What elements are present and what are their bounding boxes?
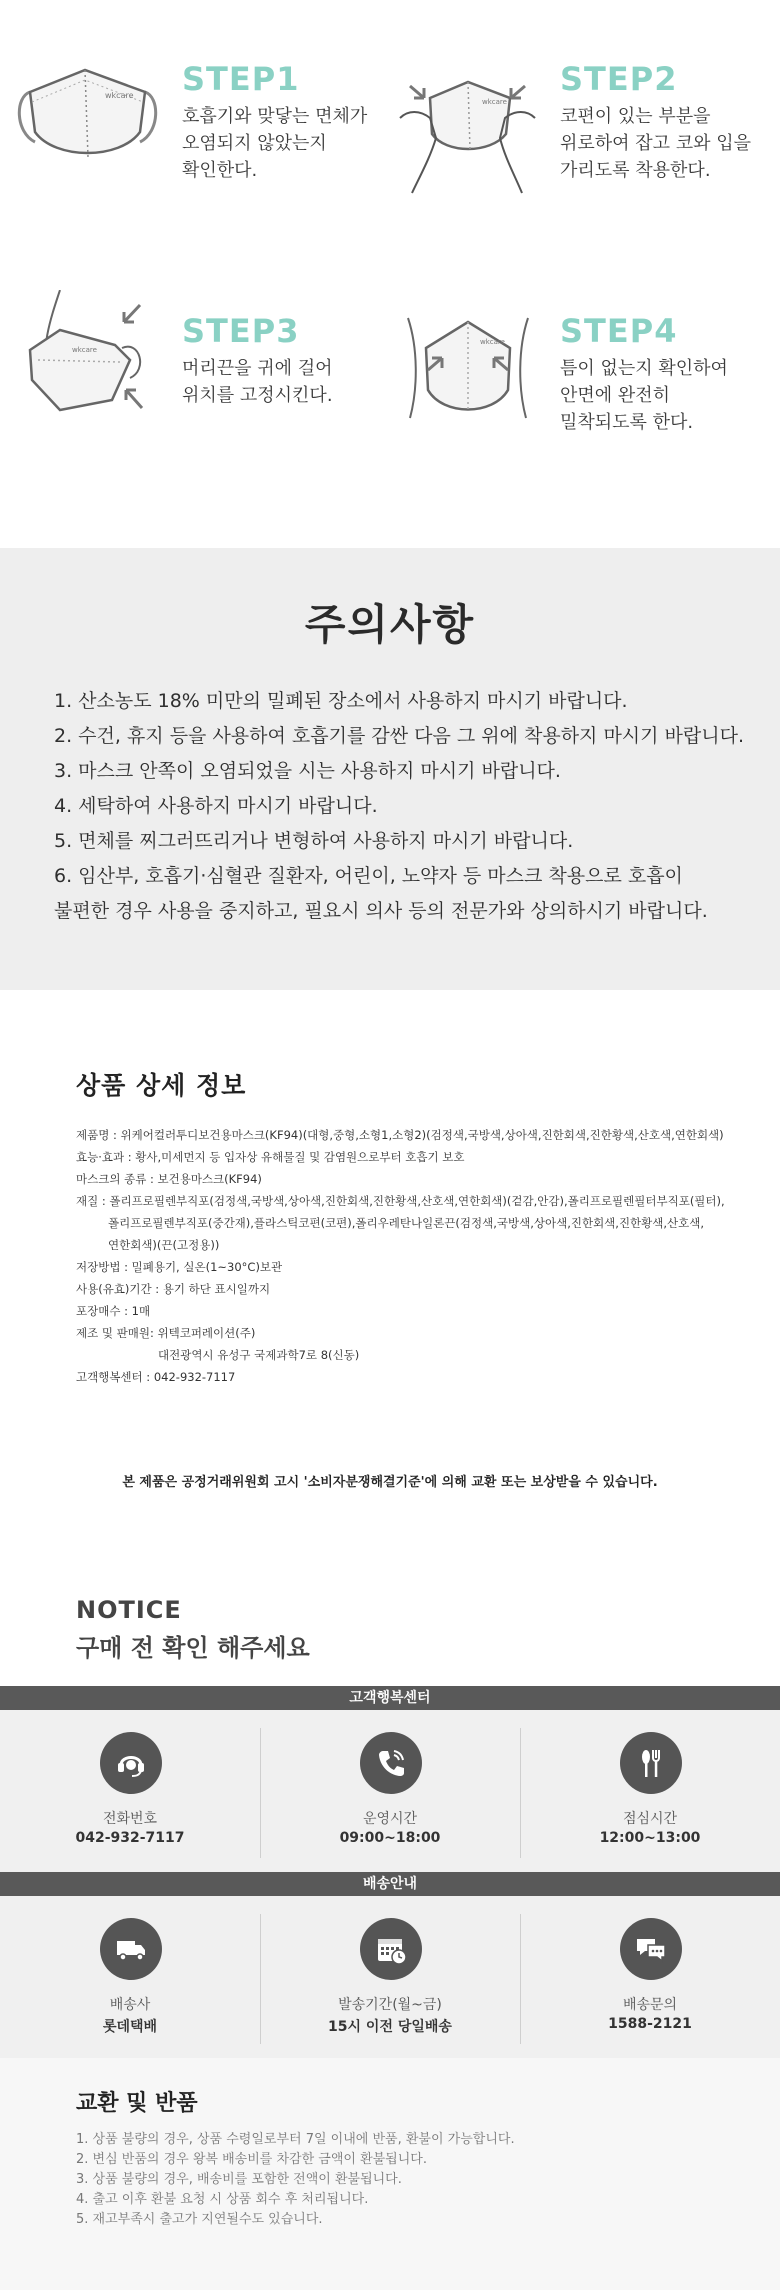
band-label: 배송사 xyxy=(109,1997,151,2013)
band-label: 발송기간(월~금) xyxy=(338,1997,442,2013)
band-label: 점심시간 xyxy=(622,1811,678,1827)
band-value: 09:00~18:00 xyxy=(339,1830,441,1846)
caution-item: 2. 수건, 휴지 등을 사용하여 호흡기를 감싼 다음 그 위에 착용하지 마시기 바랍니다. xyxy=(54,725,745,747)
step-description: 머리끈을 귀에 걸어 위치를 고정시킨다. xyxy=(182,358,333,406)
band-value: 12:00~13:00 xyxy=(599,1830,701,1846)
caution-item: 5. 면체를 찌그러뜨리거나 변형하여 사용하지 마시기 바랍니다. xyxy=(54,830,574,852)
caution-list xyxy=(54,684,744,929)
hours-info xyxy=(260,1710,520,1872)
band-label: 전화번호 xyxy=(102,1811,158,1827)
step-4 xyxy=(390,280,780,500)
product-detail-section xyxy=(0,990,780,1590)
spec-row: 재질 : 폴리프로필렌부직포(검정색,국방색,상아색,진한회색,진한황색,산호색,연한회색)(겉감,안감),폴리프로필렌필터부직포(필터), xyxy=(76,1194,725,1208)
phone-info xyxy=(0,1710,260,1872)
spec-row: 고객행복센터 : 042-932-7117 xyxy=(76,1370,236,1384)
chat-icon xyxy=(620,1918,682,1980)
delivery-header: 배송안내 xyxy=(0,1872,780,1896)
band-label: 배송문의 xyxy=(622,1997,678,2013)
step-title: STEP3 xyxy=(182,312,300,350)
band-value: 042-932-7117 xyxy=(75,1830,185,1846)
mask-front-illustration xyxy=(10,62,165,172)
svg-text:wkcare: wkcare xyxy=(482,98,507,106)
exchange-item: 3. 상품 불량의 경우, 배송비를 포함한 전액이 환불됩니다. xyxy=(76,2172,402,2187)
shipping-inquiry-info xyxy=(520,1896,780,2058)
dispute-notice: 본 제품은 공정거래위원회 고시 '소비자분쟁해결기준'에 의해 교환 또는 보상받을 수 있습니다. xyxy=(122,1475,658,1490)
utensils-icon xyxy=(620,1732,682,1794)
spec-row: 사용(유효)기간 : 용기 하단 표시일까지 xyxy=(76,1282,271,1296)
band-value: 롯데택배 xyxy=(102,2019,158,2035)
caution-item: 6. 임산부, 호흡기·심혈관 질환자, 어린이, 노약자 등 마스크 착용으로 호흡이 불편한 경우 사용을 중지하고, 필요시 의사 등의 전문가와 상의하시기 바랍니다. xyxy=(54,865,708,922)
exchange-return-section xyxy=(0,2058,780,2290)
detail-title: 상품 상세 정보 xyxy=(76,1071,247,1100)
customer-center-header: 고객행복센터 xyxy=(0,1686,780,1710)
headset-icon xyxy=(100,1732,162,1794)
step-1 xyxy=(0,0,390,250)
step-2 xyxy=(390,0,780,250)
shipping-period-info xyxy=(260,1896,520,2058)
step-description: 틈이 없는지 확인하여 안면에 완전히 밀착되도록 한다. xyxy=(560,358,728,433)
exchange-item: 1. 상품 불량의 경우, 상품 수령일로부터 7일 이내에 반품, 환불이 가능합니다. xyxy=(76,2132,515,2147)
usage-steps xyxy=(0,0,780,548)
notice-heading xyxy=(0,1590,780,1686)
mask-brand: wkcare xyxy=(105,91,134,100)
exchange-item: 2. 변심 반품의 경우 왕복 배송비를 차감한 금액이 환불됩니다. xyxy=(76,2152,427,2167)
mask-fit-check-illustration xyxy=(398,298,538,438)
exchange-list xyxy=(76,2130,515,2230)
caution-item: 1. 산소농도 18% 미만의 밀폐된 장소에서 사용하지 마시기 바랍니다. xyxy=(54,690,628,712)
caution-item: 3. 마스크 안쪽이 오염되었을 시는 사용하지 마시기 바랍니다. xyxy=(54,760,561,782)
svg-text:wkcare: wkcare xyxy=(480,338,505,346)
courier-info xyxy=(0,1896,260,2058)
calendar-icon xyxy=(360,1918,422,1980)
step-title: STEP1 xyxy=(182,60,300,98)
notice-ko: 구매 전 확인 해주세요 xyxy=(76,1634,310,1662)
step-description: 호흡기와 맞닿는 면체가 오염되지 않았는지 확인한다. xyxy=(182,106,368,181)
band-label: 운영시간 xyxy=(362,1811,418,1827)
svg-text:wkcare: wkcare xyxy=(72,346,97,354)
step-3 xyxy=(0,280,390,480)
spec-row: 제조 및 판매원: 위텍코퍼레이션(주) xyxy=(76,1326,256,1340)
spec-row: 효능·효과 : 황사,미세먼지 등 입자상 유해물질 및 감염원으로부터 호흡기 보호 xyxy=(76,1150,465,1164)
customer-center-body xyxy=(0,1710,780,1872)
step-title: STEP4 xyxy=(560,312,678,350)
mask-hands-illustration xyxy=(390,58,545,198)
phone-icon xyxy=(360,1732,422,1794)
spec-row: 포장매수 : 1매 xyxy=(76,1304,151,1318)
exchange-item: 4. 출고 이후 환불 요청 시 상품 회수 후 처리됩니다. xyxy=(76,2192,369,2207)
caution-section xyxy=(0,548,780,990)
lunch-info xyxy=(520,1710,780,1872)
spec-list xyxy=(76,1124,736,1388)
spec-row: 폴리프로필렌부직포(중간재),플라스틱코편(코편),폴리우레탄나일론끈(검정색,국방색,상아색,진한회색,진한황색,산호색, xyxy=(108,1216,705,1230)
spec-row: 제품명 : 위케어컬러투디보건용마스크(KF94)(대형,중형,소형1,소형2)(검정색,국방색,상아색,진한회색,진한황색,산호색,연한회색) xyxy=(76,1128,724,1142)
spec-row: 대전광역시 유성구 국제과학7로 8(신동) xyxy=(158,1348,360,1362)
spec-row: 마스크의 종류 : 보건용마스크(KF94) xyxy=(76,1172,262,1186)
caution-title: 주의사항 xyxy=(304,600,476,649)
mask-side-ear-illustration xyxy=(20,290,170,430)
exchange-item: 5. 재고부족시 출고가 지연될수도 있습니다. xyxy=(76,2212,323,2227)
step-description: 코편이 있는 부분을 위로하여 잡고 코와 입을 가리도록 착용한다. xyxy=(560,106,752,181)
truck-icon xyxy=(100,1918,162,1980)
band-value: 15시 이전 당일배송 xyxy=(328,2019,452,2035)
notice-en: NOTICE xyxy=(76,1596,182,1624)
band-value: 1588-2121 xyxy=(608,2016,692,2032)
exchange-title: 교환 및 반품 xyxy=(76,2091,198,2116)
spec-row: 연한회색)(끈(고정용)) xyxy=(108,1238,220,1252)
caution-item: 4. 세탁하여 사용하지 마시기 바랍니다. xyxy=(54,795,378,817)
delivery-body xyxy=(0,1896,780,2058)
step-title: STEP2 xyxy=(560,60,678,98)
spec-row: 저장방법 : 밀폐용기, 실온(1~30°C)보관 xyxy=(76,1260,283,1274)
